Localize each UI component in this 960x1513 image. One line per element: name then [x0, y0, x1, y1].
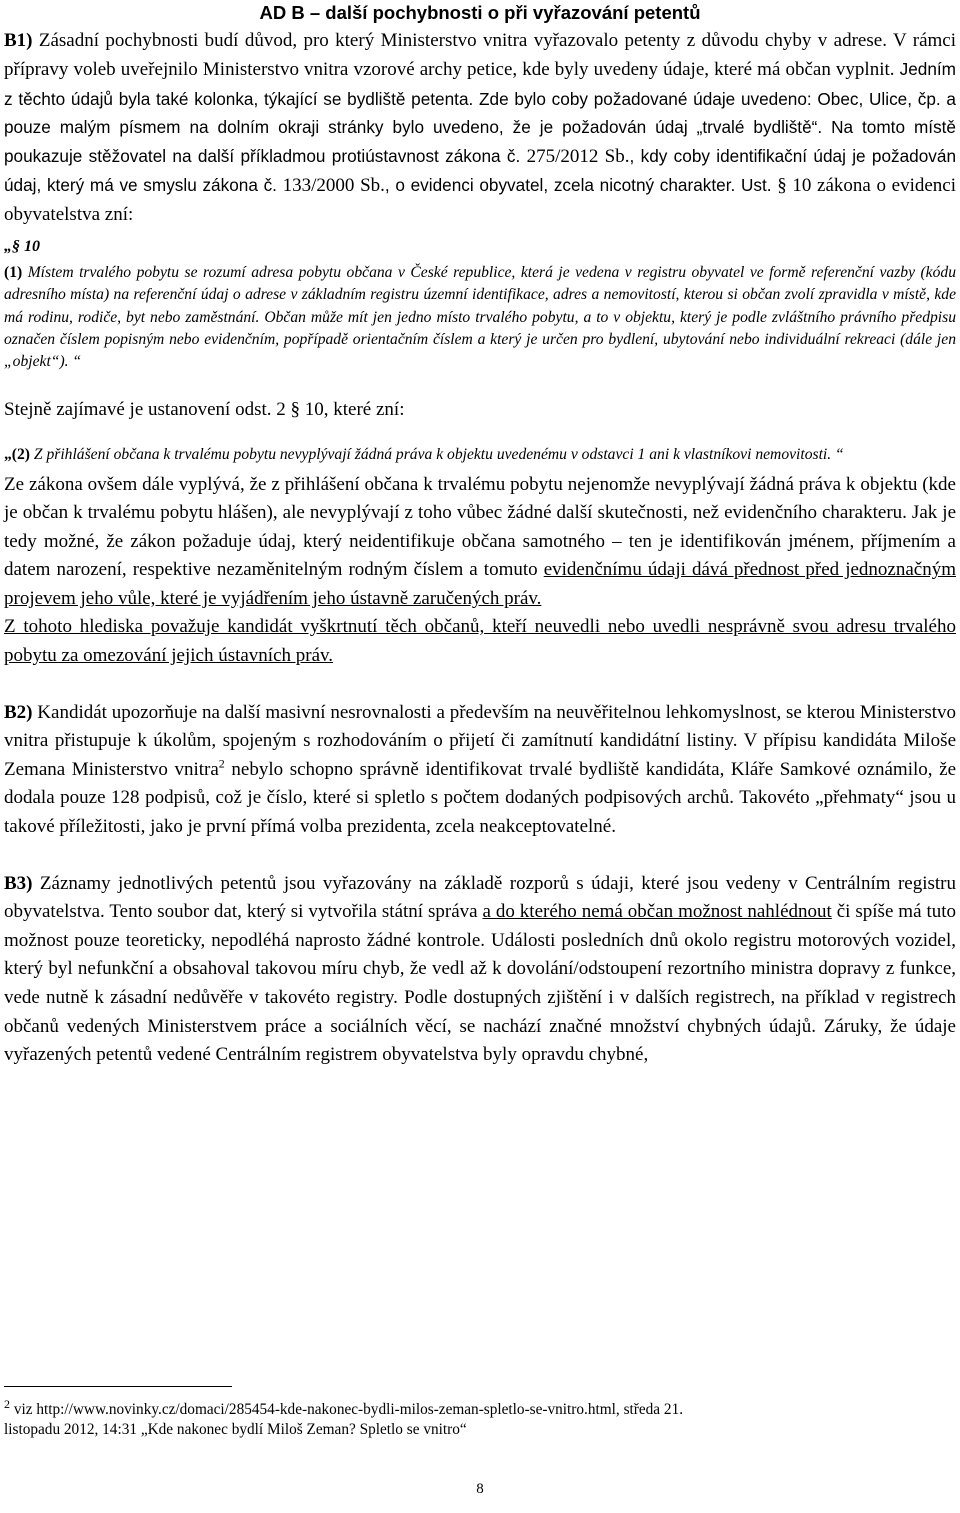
- b2-text-1: Kandidát upozorňuje na další masivní nesrovnalosti a především na neuvěřitelnou lehkomyslnost, se kterou Ministerstvo vnitra přistupuje k úkolům, spojeným s rozhodováním o přijetí či zamítnutí kandidátní listiny. V přípisu kandidáta Miloše Zemana Ministerstvo vnitra: [4, 701, 956, 780]
- footnote-line-2: listopadu 2012, 14:31 „Kde nakonec bydlí Miloš Zeman? Spletlo se vnitro“: [4, 1421, 467, 1438]
- paragraph-law-analysis: [4, 471, 956, 614]
- b3-text-2: či spíše má tuto možnost pouze teoreticky, nepodléhá naprosto žádné kontrole. Události posledních dnů okolo registru motorových vozidel, který byl nefunkční a obsahoval takovou míru chyb, že vedl až k dovolání/odstoupení rezortního ministra dopravy z funkce, vede nutně k zásadní nedůvěře v takovéto registry. Podle dostupných zjištění i v dalších registrech, na příklad v registrech občanů vedených Ministerstvem práce a sociálních věcí, se nachází značné množství chybných údajů. Záruky, že údaje vyřazených petentů vedené Centrálním registrem obyvatelstva byly opravdu chybné,: [4, 901, 957, 1066]
- footnote-number: 2: [4, 1396, 10, 1411]
- b3-underlined: a do kterého nemá občan možnost nahlédnout: [482, 901, 832, 923]
- quote2-number: „(2): [4, 446, 30, 464]
- page-number: 8: [476, 1481, 484, 1497]
- paragraph-conclusion: Z tohoto hlediska považuje kandidát vyškrtnutí těch občanů, kteří neuvedli nebo uvedli nesprávně svou adresu trvalého pobytu za omezování jejich ústavních práv.: [4, 616, 956, 667]
- paragraph-b2: [4, 699, 956, 842]
- b1-text-7: § 10 zákona o evidenci obyvatelstva zní:: [4, 175, 956, 226]
- b1-text-6: , o evidenci obyvatel, zcela nicotný charakter. Ust.: [384, 175, 778, 196]
- footnote-reference: 2: [218, 756, 225, 771]
- paragraph-b3: [4, 870, 956, 1070]
- para3-underlined: evidenčnímu údaji dává přednost před jednoznačným projevem jeho vůle, které je vyjádřením jeho ústavně zaručených práv.: [4, 559, 956, 609]
- paragraph-b1: [4, 26, 956, 230]
- b2-text-2: nebylo schopno správně identifikovat trvalé bydliště kandidáta, Kláře Samkové oznámilo, že dodala pouze 128 podpisů, což je číslo, které si spletlo s počtem dodaných podpisových archů. Takovéto „přehmaty“ jsou u takové příležitosti, jako je první přímá volba prezidenta, zcela neakceptovatelné.: [4, 758, 956, 838]
- b1-text-1: Zásadní pochybnosti budí důvod, pro který Ministerstvo vnitra vyřazovalo petenty z důvodu chyby v adrese. V rámci přípravy voleb uveřejnilo Ministerstvo vnitra vzorové archy petice, kde byly uvedeny údaje, které má občan vyplnit.: [4, 30, 956, 81]
- b1-text-4: , kdy coby identifikační údaj je požadován údaj, který má ve smyslu zákona č.: [4, 145, 957, 196]
- para3-text: Ze zákona ovšem dále vyplývá, že z přihlášení občana k trvalému pobytu nejenomže nevyplývají žádná práva k objektu (kde je občan k trvalému pobytu hlášen), ale nevyplývají z toho vůbec žádné další skutečnosti, než evidenčního charakteru. Jak je tedy možné, že zákon požaduje údaj, který neidentifikuje občana samotného – ten je identifikován jménem, příjmením a datem narození, respektive nezaměnitelným rodným číslem a tomuto: [4, 473, 956, 581]
- quote1-heading: „§ 10: [4, 237, 40, 255]
- intro-paragraph-2: Stejně zajímavé je ustanovení odst. 2 § 10, které zní:: [4, 398, 405, 420]
- b3-text-1: Záznamy jednotlivých petentů jsou vyřazovány na základě rozporů s údaji, které jsou vedeny v Centrálním registru obyvatelstva. Tento soubor dat, který si vytvořila státní správa: [4, 872, 956, 923]
- footnote-divider: [4, 1386, 232, 1387]
- b1-text-2: Jedním z těchto údajů byla také kolonka, týkající se bydliště petenta. Zde bylo coby požadované údaje uvedeno: Obec, Ulice, čp. a pouze malým písmem na dolním okraji stránky bylo uvedeno, že je požadován údaj „trvalé bydliště“. Na tomto místě poukazuje stěžovatel na další příkladmou protiústavnost zákona č.: [4, 59, 956, 166]
- quote1-text: Místem trvalého pobytu se rozumí adresa pobytu občana v České republice, která je vedena v registru obyvatel ve formě referenční vazby (kódu adresního místa) na referenční údaj o adrese v základním registru územní identifikace, adres a nemovitostí, kterou si občan zvolí zpravidla v místě, kde má rodinu, rodiče, byt nebo zaměstnání. Občan může mít jen jedno místo trvalého pobytu, a to v objektu, který je podle zvláštního právního předpisu označen číslem popisným nebo evidenčním, popřípadě orientačním číslem a který je určen pro bydlení, ubytování nebo individuální rekreaci (dále jen „objekt“). “: [4, 264, 956, 371]
- footnote: [4, 1396, 956, 1440]
- quote1-number: (1): [4, 264, 23, 282]
- quote2-text: Z přihlášení občana k trvalému pobytu nevyplývají žádná práva k objektu uvedenému v odstavci 1 ani k vlastníkovi nemovitosti. “: [29, 446, 844, 464]
- document-page: [4, 0, 957, 1497]
- quote1-paragraph: [4, 262, 956, 373]
- b1-label: B1): [4, 30, 33, 51]
- b3-label: B3): [4, 872, 33, 894]
- b2-label: B2): [4, 701, 33, 723]
- b1-law-ref-1: 275/2012 Sb.: [526, 145, 630, 167]
- quote2-paragraph: [4, 444, 956, 466]
- b1-law-ref-2: 133/2000 Sb.: [282, 175, 385, 197]
- footnote-line-1: viz http://www.novinky.cz/domaci/285454-kde-nakonec-bydli-milos-zeman-spletlo-se-vnitro.html, středa 21.: [10, 1401, 684, 1418]
- section-title: AD B – další pochybnosti o při vyřazování petentů: [259, 2, 701, 23]
